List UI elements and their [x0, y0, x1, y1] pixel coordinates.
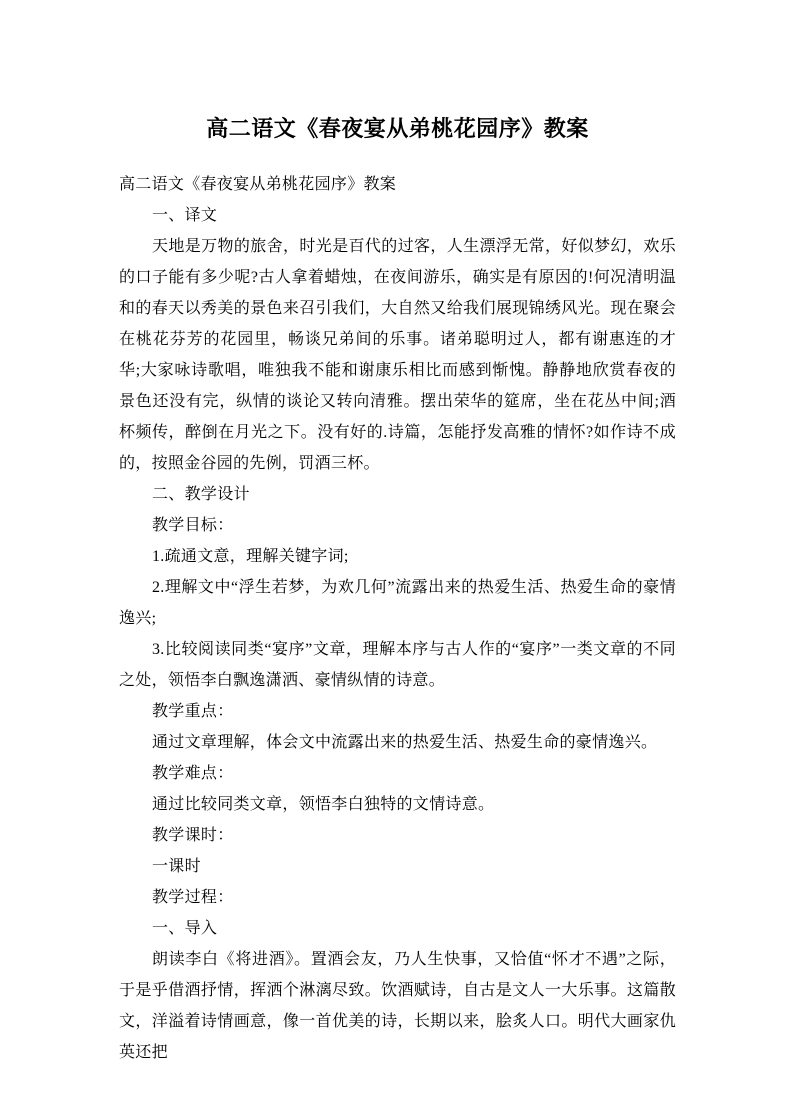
- paragraph-nandian: 通过比较同类文章，领悟李白独特的文情诗意。: [152, 796, 495, 813]
- paragraph-zhongdian: 通过文章理解，体会文中流露出来的热爱生活、热爱生命的豪情逸兴。: [152, 734, 658, 751]
- doc-title: 高二语文《春夜宴从弟桃花园序》教案: [206, 116, 589, 141]
- label-jiaoxue-zhongdian: 教学重点：: [152, 703, 234, 720]
- label-jiaoxue-guocheng: 教学过程：: [152, 889, 234, 906]
- heading-daoru: 一、导入: [152, 920, 218, 937]
- heading-jiaoxue-sheji: 二、教学设计: [152, 486, 250, 503]
- label-jiaoxue-nandian: 教学难点：: [152, 765, 234, 782]
- paragraph-translation: 天地是万物的旅舍，时光是百代的过客，人生漂浮无常，好似梦幻，欢乐的口子能有多少呢?古人拿着蜡烛，在夜间游乐，确实是有原因的!何况清明温和的春天以秀美的景色来召引我们，大自然又给我们展现锦绣风光。现在聚会在桃花芬芳的花园里，畅谈兄弟间的乐事。诸弟聪明过人，都有谢惠连的才华;大家咏诗歌唱，唯独我不能和谢康乐相比而感到惭愧。静静地欣赏春夜的景色还没有完，纵情的谈论又转向清雅。摆出荣华的筵席，坐在花丛中间;酒杯频传，醉倒在月光之下。没有好的.诗篇，怎能抒发高雅的情怀?如作诗不成的，按照金谷园的先例，罚酒三杯。: [119, 238, 676, 472]
- paragraph-keshi: 一课时: [152, 858, 201, 875]
- objective-1: 1.疏通文意，理解关键字词;: [152, 548, 349, 565]
- label-jiaoxue-keshi: 教学课时：: [152, 827, 234, 844]
- paragraph-source-line: 高二语文《春夜宴从弟桃花园序》教案: [119, 176, 397, 193]
- document-content: [119, 110, 676, 1068]
- label-jiaoxue-mubiao: 教学目标：: [152, 517, 234, 534]
- objective-2: 2.理解文中“浮生若梦，为欢几何”流露出来的热爱生活、热爱生命的豪情逸兴;: [119, 579, 676, 627]
- objective-3: 3.比较阅读同类“宴序”文章，理解本序与古人作的“宴序”一类文章的不同之处，领悟李白飘逸潇洒、豪情纵情的诗意。: [119, 641, 676, 689]
- paragraph-daoru: 朗读李白《将进酒》。置酒会友，乃人生快事，又恰值“怀才不遇”之际，于是乎借酒抒情，挥洒个淋漓尽致。饮酒赋诗，自古是文人一大乐事。这篇散文，洋溢着诗情画意，像一首优美的诗，长期以来，脍炙人口。明代大画家仇英还把: [119, 951, 676, 1061]
- heading-yiwen: 一、译文: [152, 207, 218, 224]
